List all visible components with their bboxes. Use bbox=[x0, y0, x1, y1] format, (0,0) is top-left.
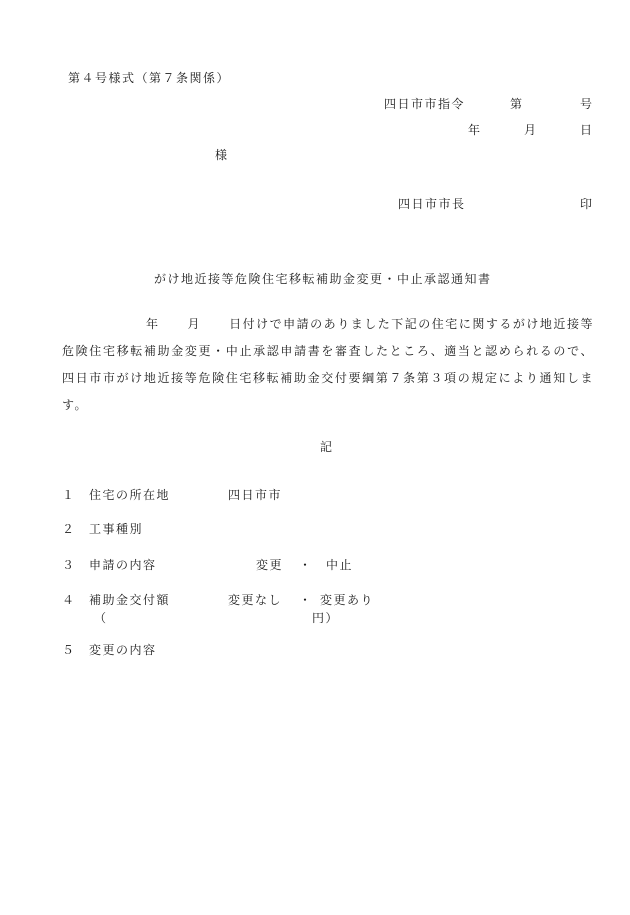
option-change: 変更 bbox=[256, 558, 284, 572]
option-separator: ・ bbox=[299, 558, 313, 572]
item-number: ３ bbox=[62, 558, 76, 572]
body-year: 年 bbox=[146, 317, 160, 331]
recipient-suffix: 様 bbox=[215, 148, 229, 162]
amount-yen-close: 円） bbox=[312, 611, 340, 625]
item-label: 申請の内容 bbox=[89, 558, 157, 572]
option-separator: ・ bbox=[299, 593, 313, 607]
ki-heading: 記 bbox=[320, 440, 334, 454]
date-month: 月 bbox=[524, 123, 538, 137]
item-label: 住宅の所在地 bbox=[89, 488, 171, 502]
item-label: 補助金交付額 bbox=[89, 593, 171, 607]
date-year: 年 bbox=[468, 123, 482, 137]
item-number: ５ bbox=[62, 643, 76, 657]
amount-paren-open: （ bbox=[94, 611, 108, 625]
body-month: 月 bbox=[187, 317, 202, 331]
document-title: がけ地近接等危険住宅移転補助金変更・中止承認通知書 bbox=[154, 272, 492, 286]
body-paragraph bbox=[62, 311, 594, 419]
reference-prefix: 四日市市指令 bbox=[384, 97, 466, 111]
item-value: 四日市市 bbox=[228, 488, 283, 502]
item-label: 変更の内容 bbox=[89, 643, 157, 657]
reference-go: 号 bbox=[580, 97, 594, 111]
seal-mark: 印 bbox=[580, 197, 594, 211]
form-header: 第４号様式（第７条関係） bbox=[68, 71, 231, 85]
issuer-name: 四日市市長 bbox=[398, 197, 466, 211]
body-text: 日付けで申請のありました下記の住宅に関するがけ地近接等危険住宅移転補助金変更・中止承認申請書を審査したところ、適当と認められるので、四日市市がけ地近接等危険住宅移転補助金交付要綱第７条第３項の規定により通知します。 bbox=[62, 317, 594, 412]
item-number: ２ bbox=[62, 522, 76, 536]
item-label: 工事種別 bbox=[89, 522, 144, 536]
option-cancel: 中止 bbox=[326, 558, 354, 572]
item-number: ４ bbox=[62, 593, 76, 607]
option-changed: 変更あり bbox=[320, 593, 375, 607]
date-day: 日 bbox=[580, 123, 594, 137]
reference-dai: 第 bbox=[510, 97, 524, 111]
option-no-change: 変更なし bbox=[228, 593, 283, 607]
item-number: １ bbox=[62, 488, 76, 502]
